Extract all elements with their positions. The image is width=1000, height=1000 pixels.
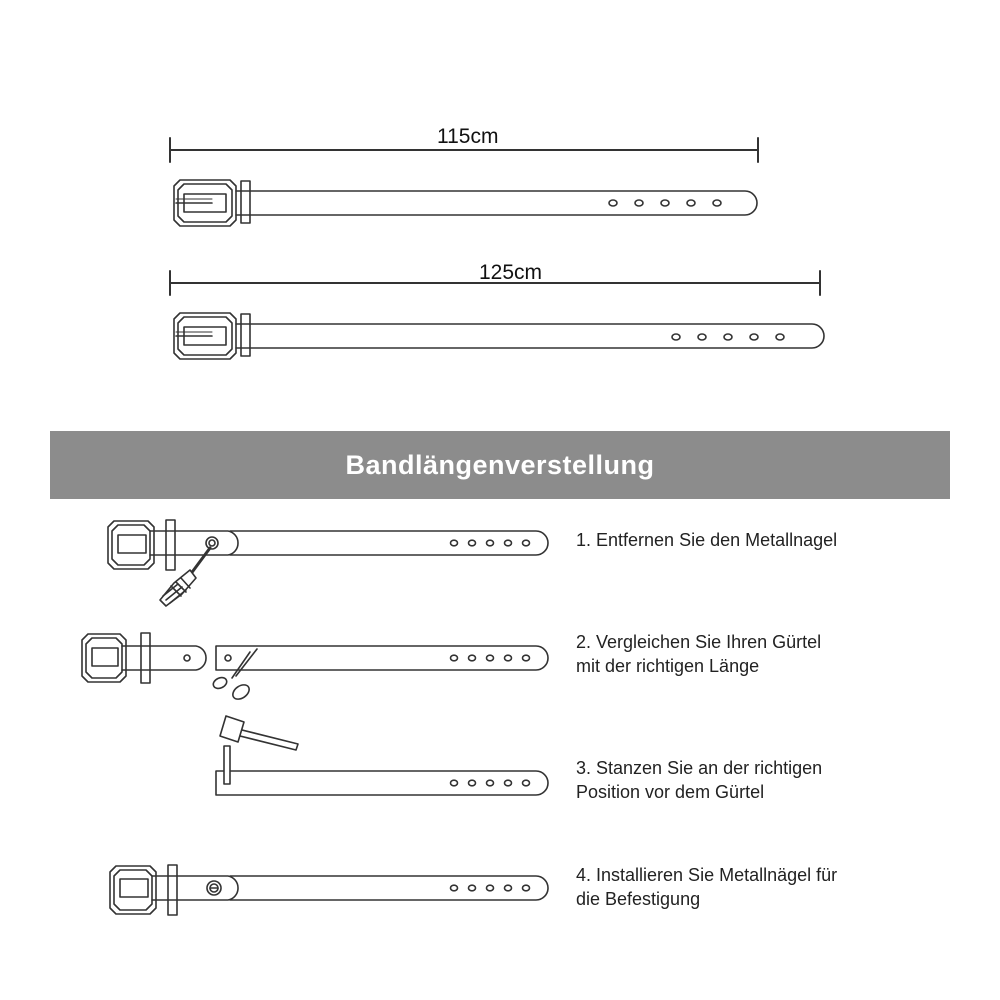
step-2-text	[576, 630, 976, 678]
step3-strap	[216, 771, 548, 795]
step-3-text	[576, 756, 976, 804]
step-3-line-1: 3. Stanzen Sie an der richtigen	[576, 758, 823, 778]
belt-115	[174, 180, 757, 226]
step-1-line-1: 1. Entfernen Sie den Metallnagel	[576, 530, 838, 550]
step-4-line-2: die Befestigung	[576, 889, 701, 909]
step4-belt	[110, 865, 548, 915]
step-1-text	[576, 528, 976, 552]
step2-strap-piece	[216, 646, 548, 670]
screwdriver-icon	[160, 548, 210, 606]
measure-label-115: 115cm	[437, 125, 499, 148]
measure-label-125: 125cm	[479, 261, 543, 284]
step-4-line-1: 4. Installieren Sie Metallnägel für	[576, 865, 838, 885]
step-2-line-2: mit der richtigen Länge	[576, 656, 760, 676]
step1-belt	[108, 520, 548, 570]
step2-buckle-piece	[82, 633, 206, 683]
step-3-line-2: Position vor dem Gürtel	[576, 782, 765, 802]
punch-tool-icon	[224, 746, 230, 784]
scissors-icon	[212, 649, 257, 702]
metal-nail-icon	[207, 881, 221, 895]
step-2-line-1: 2. Vergleichen Sie Ihren Gürtel	[576, 632, 822, 652]
step-4-text	[576, 863, 976, 911]
banner-title: Bandlängenverstellung	[345, 450, 655, 480]
belt-125	[174, 313, 824, 359]
hammer-icon	[220, 716, 298, 750]
section-banner	[50, 431, 950, 499]
